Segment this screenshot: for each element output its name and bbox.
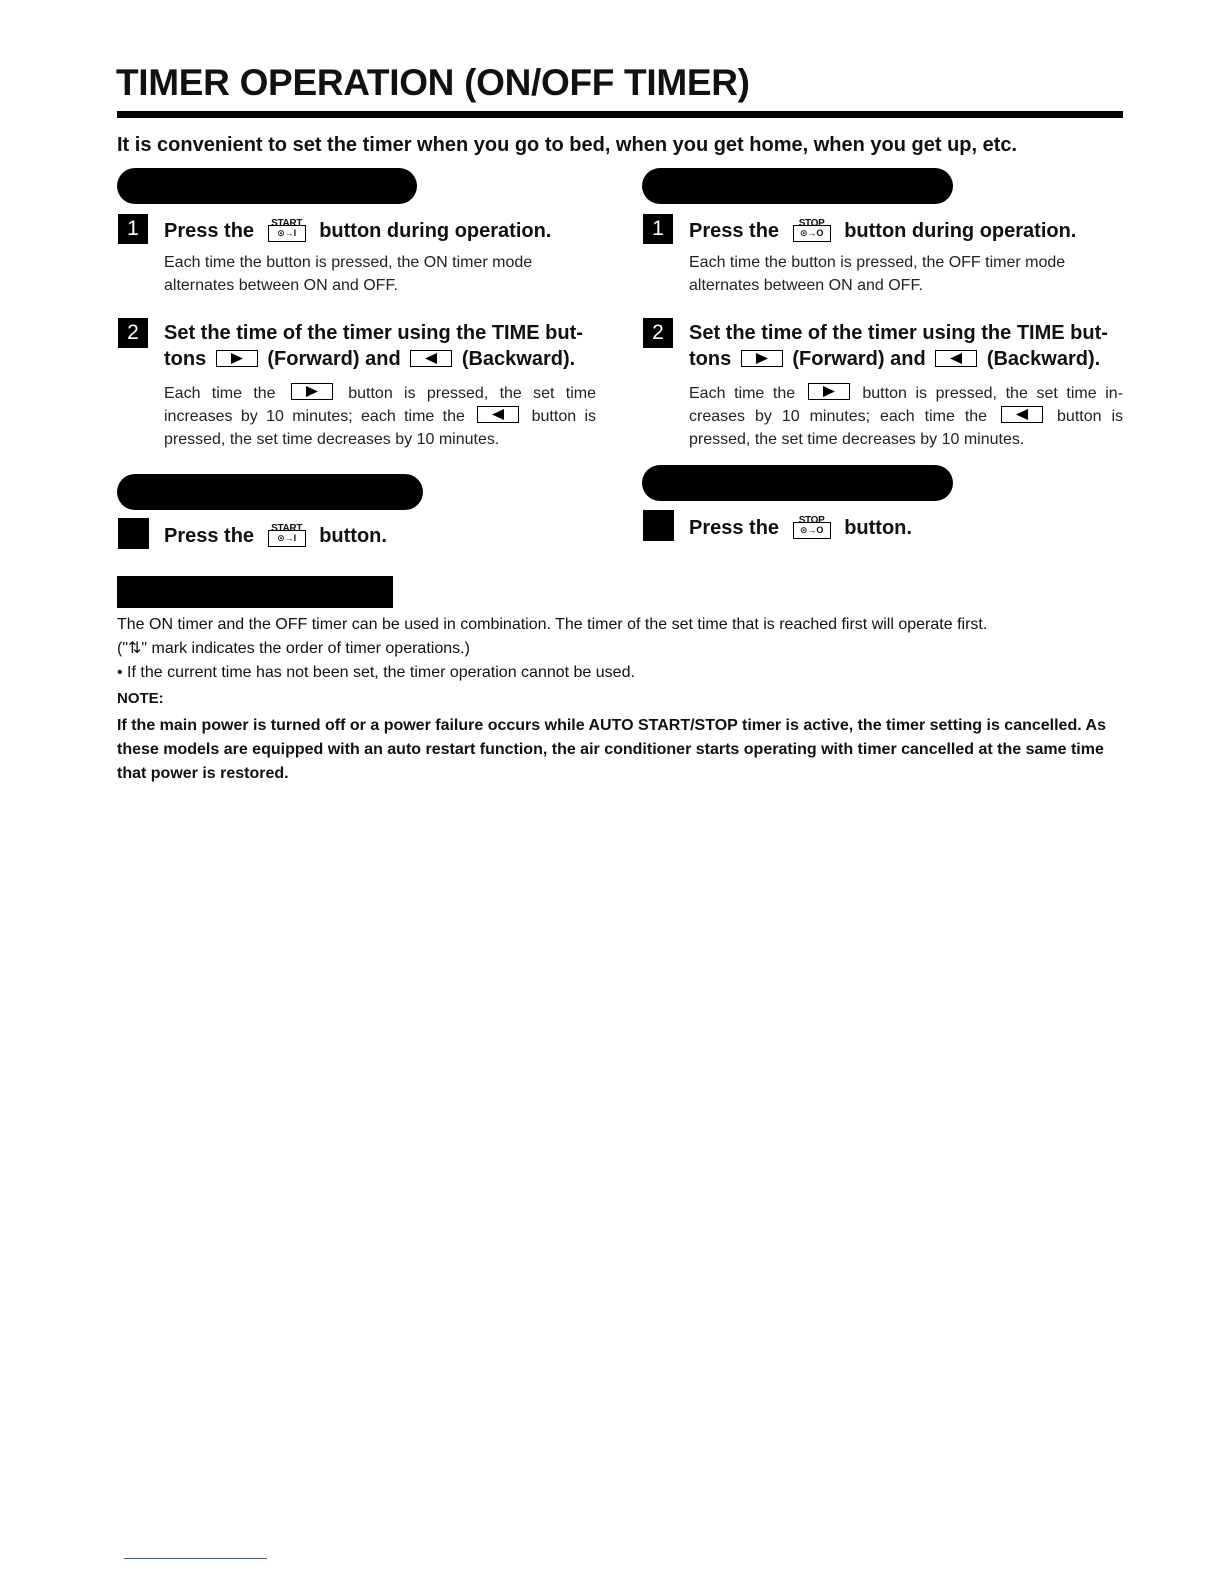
on-step-2-body-a: Each time the [164,385,276,402]
on-step-2-body [164,382,596,451]
backward-arrow-icon [410,350,452,367]
off-step-2-body-a: Each time the [689,385,796,402]
off-timer-section-header [642,168,953,204]
on-step-2-number: 2 [118,318,148,348]
stop-symbol: ⊙→O [793,225,831,242]
on-timer-cancel-header [117,474,423,510]
start-symbol: ⊙→I [268,530,306,547]
start-symbol: ⊙→I [268,225,306,242]
start-label: START [271,218,303,229]
off-step-2-heading-backward: (Backward). [986,348,1101,370]
stop-button-icon [789,512,835,542]
off-step-2-body [689,382,1123,451]
stop-symbol: ⊙→O [793,522,831,539]
on-timer-section-header [117,168,417,204]
off-step-2-heading [689,320,1139,372]
on-step-2-heading-line1: Set the time of the timer using the TIME but- [164,322,583,344]
on-step-1-body: Each time the button is pressed, the ON timer mode alternates between ON and OFF. [164,254,533,294]
on-step-2-heading-backward: (Backward). [461,348,576,370]
backward-arrow-icon [935,350,977,367]
on-cancel-heading-post: button. [319,525,387,547]
off-step-1-body: Each time the button is pressed, the OFF timer mode alternates between ON and OFF. [689,254,1066,294]
off-timer-cancel-header [642,465,953,501]
on-step-1-heading-pre: Press the [164,220,255,242]
off-step-1-heading-post: button during operation. [844,220,1077,242]
start-button-icon [264,215,310,245]
forward-arrow-icon [808,383,850,400]
on-step-2-body-b: button is pressed, the set time increases by 10 minutes; each time the [164,385,597,425]
off-step-2-heading-tons: tons [689,348,732,370]
off-step-1-number: 1 [643,214,673,244]
intro-text: It is convenient to set the timer when you go to bed, when you get home, when you get up, etc. [117,134,1018,156]
footer-divider [124,1558,267,1559]
off-cancel-heading-pre: Press the [689,517,780,539]
backward-arrow-icon [1001,406,1043,423]
title-underline [117,111,1123,118]
on-step-1-heading [164,215,551,245]
combination-line-2: ("⇅" mark indicates the order of timer operations.) [117,640,470,657]
off-step-2-heading-line2 [689,346,1139,372]
off-step-1-heading [689,215,1076,245]
on-step-1-heading-post: button during operation. [319,220,552,242]
on-step-1-number: 1 [118,214,148,244]
forward-arrow-icon [741,350,783,367]
combination-text [117,613,1127,685]
off-step-2-body-c: button is pressed, the set time decreases by 10 minutes. [689,408,1124,448]
start-label: START [271,523,303,534]
off-step-2-heading-forward: (Forward) and [792,348,926,370]
off-step-1-heading-pre: Press the [689,220,780,242]
stop-button-icon [789,215,835,245]
on-step-2-body-c: button is pressed, the set time decreases by 10 minutes. [164,408,597,448]
note-label: NOTE: [117,690,164,707]
backward-arrow-icon [477,406,519,423]
off-step-2-body-b: button is pressed, the set time in- creases by 10 minutes; each time the [689,385,1124,425]
off-step-2-heading-line1: Set the time of the timer using the TIME but- [689,322,1108,344]
forward-arrow-icon [216,350,258,367]
on-step-2-heading [164,320,614,372]
combination-line-3: • If the current time has not been set, the timer operation cannot be used. [117,664,635,681]
on-cancel-heading-pre: Press the [164,525,255,547]
on-step-2-heading-line2 [164,346,614,372]
on-cancel-heading [164,520,387,550]
off-step-2-number: 2 [643,318,673,348]
off-cancel-step-marker [643,510,674,541]
start-button-icon [264,520,310,550]
off-cancel-heading-post: button. [844,517,912,539]
combination-line-1: The ON timer and the OFF timer can be used in combination. The timer of the set time that is reached first will operate first. [117,616,988,633]
off-cancel-heading [689,512,912,542]
page-title: TIMER OPERATION (ON/OFF TIMER) [116,62,750,103]
on-cancel-step-marker [118,518,149,549]
forward-arrow-icon [291,383,333,400]
stop-label: STOP [798,515,825,526]
stop-label: STOP [798,218,825,229]
on-step-2-heading-forward: (Forward) and [267,348,401,370]
on-step-2-heading-tons: tons [164,348,207,370]
note-text: If the main power is turned off or a power failure occurs while AUTO START/STOP timer is active, the timer setting is cancelled. As these models are equipped with an auto restart function, the air conditioner starts operating with timer cancelled at the same time that power is restored. [117,717,1106,782]
combination-section-header [117,576,393,608]
